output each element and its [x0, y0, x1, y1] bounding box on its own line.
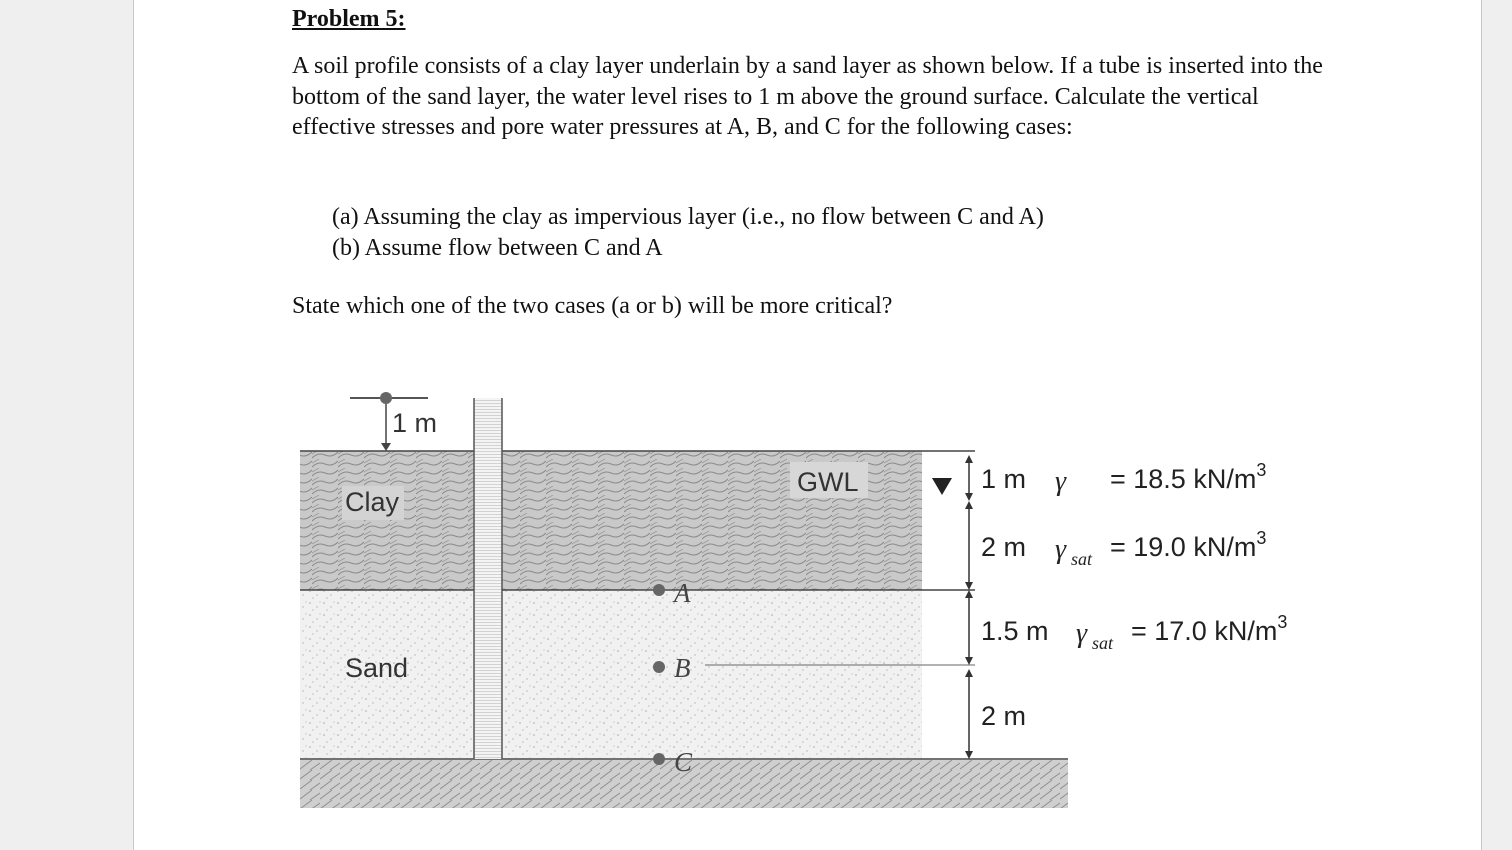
dim2-label: 2 m	[981, 532, 1027, 562]
dim1-arrow-top	[965, 455, 973, 463]
gamma1-symbol: γ	[1055, 466, 1067, 497]
dim1-label: 1 m	[981, 464, 1027, 494]
dim2-arrow-bottom	[965, 582, 973, 590]
dim3-arrow-top	[965, 590, 973, 598]
critical-question: State which one of the two cases (a or b) will be more critical?	[292, 293, 893, 319]
gamma3-sub: sat	[1092, 633, 1114, 653]
dim4-label: 2 m	[981, 701, 1027, 731]
water-table-triangle	[932, 478, 952, 495]
clay-label: Clay	[345, 487, 400, 517]
tube-rise-label: 1 m	[392, 408, 438, 438]
point-c-label: C	[674, 747, 693, 777]
tube-water-marker	[380, 392, 392, 404]
sand-label: Sand	[345, 653, 409, 683]
point-b-label: B	[674, 653, 691, 683]
gamma2-sub: sat	[1071, 549, 1093, 569]
dim3-label: 1.5 m	[981, 616, 1049, 646]
dim1-arrow-bottom	[965, 493, 973, 501]
prop3-text: = 17.0 kN/m	[1131, 616, 1278, 646]
dim2-arrow-top	[965, 501, 973, 509]
prop3-exp: 3	[1277, 612, 1288, 632]
gwl-label: GWL	[797, 467, 859, 497]
problem-statement: A soil profile consists of a clay layer underlain by a sand layer as shown below. If a tube is inserted into the bottom of the sand layer, the water level rises to 1 m above the ground surface. Calculate the vertical effective stresses and pore water pressures at A, B, and C for the following cases:	[292, 53, 1323, 140]
problem-title: Problem 5:	[292, 6, 406, 32]
prop3-value	[1131, 612, 1287, 646]
point-b-dot	[653, 661, 665, 673]
dim3-arrow-bottom	[965, 657, 973, 665]
prop2-text: = 19.0 kN/m	[1110, 532, 1257, 562]
prop2-value	[1110, 528, 1266, 562]
prop1-exp: 3	[1256, 460, 1267, 480]
dim4-arrow-top	[965, 669, 973, 677]
tube-wall	[474, 398, 502, 759]
gamma2-symbol: γ	[1055, 534, 1067, 565]
case-a: (a) Assuming the clay as impervious layer (i.e., no flow between C and A)	[332, 204, 1044, 230]
point-c-dot	[653, 753, 665, 765]
tube-rise-arrowhead	[381, 443, 391, 451]
point-a-dot	[653, 584, 665, 596]
gamma3-symbol: γ	[1076, 618, 1088, 649]
dim4-arrow-bottom	[965, 751, 973, 759]
prop1-value	[1110, 460, 1266, 494]
prop2-exp: 3	[1256, 528, 1267, 548]
case-b: (b) Assume flow between C and A	[332, 235, 663, 261]
prop1-text: = 18.5 kN/m	[1110, 464, 1257, 494]
point-a-label: A	[674, 578, 691, 608]
